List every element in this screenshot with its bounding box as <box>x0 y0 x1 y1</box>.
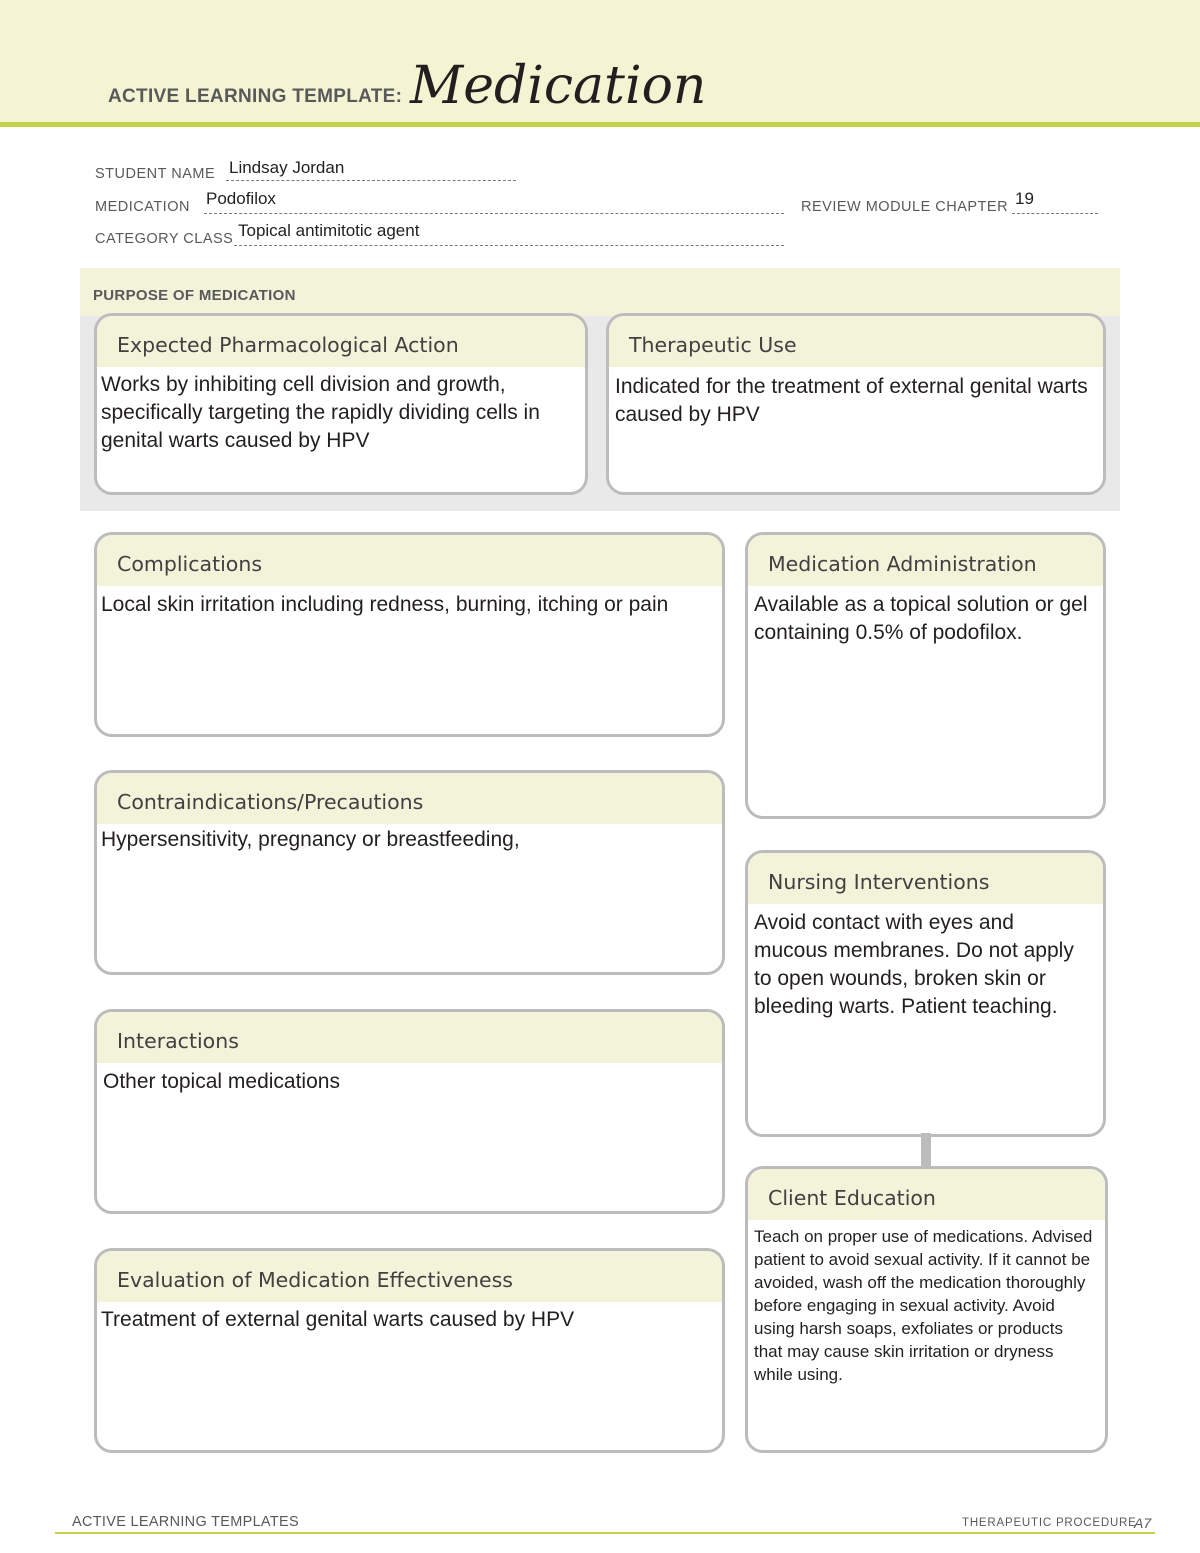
expected-action-body[interactable]: Works by inhibiting cell division and growth, specifically targeting the rapidly dividing cells in genital warts caused by HPV <box>101 373 540 452</box>
student-name-line <box>226 180 516 181</box>
expected-action-title: Expected Pharmacological Action <box>97 316 585 367</box>
medication-line <box>204 213 784 214</box>
footer-right-label: THERAPEUTIC PROCEDURE <box>962 1517 1137 1529</box>
administration-body[interactable]: Available as a topical solution or gel containing 0.5% of podofilox. <box>754 593 1088 644</box>
medication-field[interactable]: Podofilox <box>206 189 276 208</box>
interactions-body[interactable]: Other topical medications <box>103 1070 340 1093</box>
client-education-body[interactable]: Teach on proper use of medications. Advised patient to avoid sexual activity. If it cannot be avoided, wash off the medication thoroughly before engaging in sexual activity. Avoid using harsh soaps, exfoliates or products that may cause skin irritation or dryness while using. <box>754 1227 1093 1384</box>
therapeutic-use-card <box>606 313 1106 495</box>
student-name-label: STUDENT NAME <box>95 166 216 182</box>
administration-card <box>745 532 1106 819</box>
category-class-label: CATEGORY CLASS <box>95 231 234 247</box>
contraindications-body[interactable]: Hypersensitivity, pregnancy or breastfeeding, <box>101 828 520 851</box>
footer-page-code: A7 <box>1134 1515 1152 1531</box>
evaluation-body[interactable]: Treatment of external genital warts caused by HPV <box>101 1308 575 1331</box>
contraindications-title: Contraindications/Precautions <box>97 773 722 824</box>
interactions-card <box>94 1009 725 1214</box>
card-connector <box>921 1133 931 1167</box>
header-divider <box>0 122 1200 127</box>
client-education-title: Client Education <box>748 1169 1105 1220</box>
expected-action-card <box>94 313 588 495</box>
administration-title: Medication Administration <box>748 535 1103 586</box>
therapeutic-use-body[interactable]: Indicated for the treatment of external genital warts caused by HPV <box>615 375 1088 426</box>
student-name-field[interactable]: Lindsay Jordan <box>229 158 345 177</box>
review-module-line <box>1012 213 1098 214</box>
footer-divider <box>55 1532 1155 1534</box>
nursing-interventions-body[interactable]: Avoid contact with eyes and mucous membranes. Do not apply to open wounds, broken skin or bleeding warts. Patient teaching. <box>754 911 1074 1018</box>
template-title: Medication <box>410 56 707 116</box>
nursing-interventions-card <box>745 850 1106 1137</box>
therapeutic-use-title: Therapeutic Use <box>609 316 1103 367</box>
review-module-field[interactable]: 19 <box>1015 189 1034 208</box>
purpose-title: PURPOSE OF MEDICATION <box>93 287 296 304</box>
medication-label: MEDICATION <box>95 199 190 215</box>
footer-left-label: ACTIVE LEARNING TEMPLATES <box>72 1514 299 1530</box>
nursing-interventions-title: Nursing Interventions <box>748 853 1103 904</box>
evaluation-title: Evaluation of Medication Effectiveness <box>97 1251 722 1302</box>
complications-title: Complications <box>97 535 722 586</box>
category-class-field[interactable]: Topical antimitotic agent <box>238 221 420 240</box>
complications-card <box>94 532 725 737</box>
evaluation-card <box>94 1248 725 1453</box>
client-education-card <box>745 1166 1108 1453</box>
category-class-line <box>234 245 784 246</box>
review-module-label: REVIEW MODULE CHAPTER <box>801 199 1009 215</box>
contraindications-card <box>94 770 725 975</box>
template-label: ACTIVE LEARNING TEMPLATE: <box>108 86 403 107</box>
interactions-title: Interactions <box>97 1012 722 1063</box>
complications-body[interactable]: Local skin irritation including redness, burning, itching or pain <box>101 593 669 616</box>
